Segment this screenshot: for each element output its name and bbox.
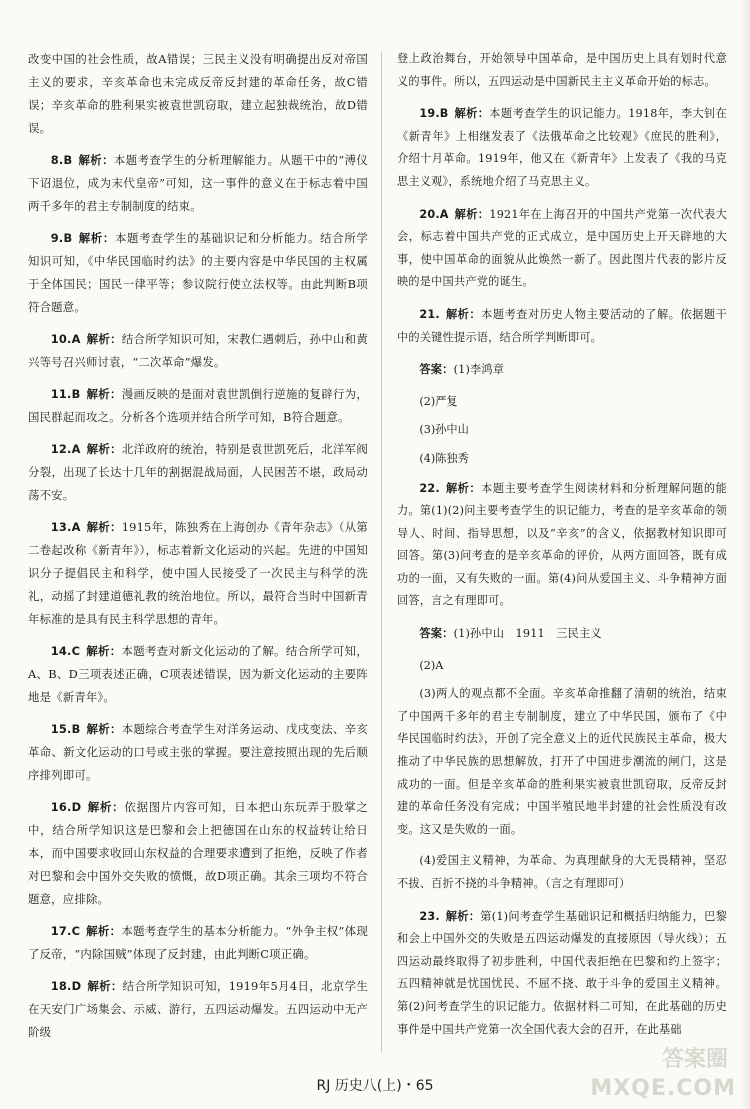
item-text: (1)孙中山 1911 三民主义 xyxy=(453,627,602,641)
question-number: 10.A xyxy=(50,332,81,346)
analysis-label: 解析： xyxy=(445,480,482,495)
analysis-label: 解析： xyxy=(86,332,122,346)
answer-label: 答案： xyxy=(419,626,454,641)
question-item xyxy=(28,975,368,1044)
analysis-label: 解析： xyxy=(86,722,122,736)
answer-subitem-text: (2)A xyxy=(419,658,444,672)
answer-subitem-text: (4)陈独秀 xyxy=(419,451,469,465)
question-number: 20.A xyxy=(419,207,449,221)
item-text: (3)两人的观点都不全面。辛亥革命推翻了清朝的统治，结束了中国两千多年的君主专制制度，建立了中华民国，颁布了《中华民国临时约法》，开创了完全意义上的近代民族民主革命，极大推动了中华民族的思想解放，打开了中国进步潮流的闸门，这是成功的一面。但是辛亥革命的胜利果实被袁世凯窃取，反帝反封建的革命任务没有完成；中国半殖民地半封建的社会性质没有改变。这又是失败的一面。 xyxy=(397,687,727,836)
analysis-label: 解析： xyxy=(78,231,115,245)
question-item xyxy=(28,640,368,709)
item-text: 结合所学知识可知，1919年5月4日，北京学生在天安门广场集会、示威、游行，五四运动爆发。五四运动中无产阶级 xyxy=(28,979,368,1039)
paragraph xyxy=(28,48,368,140)
analysis-label: 解析： xyxy=(87,979,123,993)
item-text: 1921年在上海召开的中国共产党第一次代表大会，标志着中国共产党的正式成立，是中国历史上开天辟地的大事，使中国革命的面貌从此焕然一新了。因此图片代表的影片反映的是中国共产党的诞生。 xyxy=(397,207,728,289)
question-number: 19.B xyxy=(419,107,449,121)
question-item xyxy=(28,718,368,787)
watermark-logo xyxy=(586,1043,736,1103)
question-number: 8.B xyxy=(50,153,73,167)
item-text: 本题综合考查学生对洋务运动、戊戌变法、辛亥革命、新文化运动的口号或主张的掌握。要注意按照出现的先后顺序排列即可。 xyxy=(28,722,369,782)
question-item xyxy=(397,477,727,614)
item-text: 登上政治舞台，开始领导中国革命，是中国历史上具有划时代意义的事件。所以，五四运动是中国新民主主义革命开始的标志。 xyxy=(397,52,727,88)
question-number: 13.A xyxy=(50,520,81,534)
answer-label: 答案： xyxy=(419,362,454,377)
question-number: 16.D xyxy=(50,800,82,814)
analysis-label: 解析： xyxy=(86,644,122,658)
answer-subitem xyxy=(397,655,727,678)
answer-subitem xyxy=(397,448,727,471)
item-text: 本题考查学生的基础识记和分析能力。结合所学知识可知，《中华民国临时约法》的主要内容是中华民国的主权属于全体国民；国民一律平等；参议院行使立法权等。由此判断B项符合题意。 xyxy=(28,231,368,314)
item-text: 第(1)问考查学生基础识记和概括归纳能力，巴黎和会上中国外交的失败是五四运动爆发的直接原因（导火线）；五四运动最终取得了初步胜利，中国代表拒绝在巴黎和约上签字；五四精神就是忧国忧民、不屈不挠、敢于斗争的爱国主义精神。第(2)问考查学生的识记能力。依据材料二可知，在此基础的历史事件是中国共产党第一次全国代表大会的召开，在此基础 xyxy=(397,909,727,1036)
analysis-label: 解析： xyxy=(454,206,490,221)
answer-subitem xyxy=(397,419,727,442)
watermark-text-bottom: MXQE.COM xyxy=(590,1076,736,1101)
question-number: 22. xyxy=(419,481,440,495)
analysis-label: 解析： xyxy=(86,520,122,534)
question-item xyxy=(397,303,727,349)
question-item xyxy=(28,516,368,631)
answer-item xyxy=(397,358,727,382)
question-item xyxy=(28,438,368,507)
answer-subitem-text: (3)孙中山 xyxy=(419,423,469,437)
question-number: 14.C xyxy=(50,644,81,658)
question-item xyxy=(28,383,368,429)
paragraph xyxy=(397,850,727,895)
question-item xyxy=(397,102,727,193)
page-edge-shadow xyxy=(740,0,750,1109)
item-text: 本题考查学生的基本分析能力。“外争主权”体现了反帝，“内除国贼”体现了反封建，由此判断C项正确。 xyxy=(28,924,368,961)
question-number: 21. xyxy=(419,307,440,321)
item-text: 本题考查学生的识记能力。1918年，李大钊在《新青年》上相继发表了《法俄革命之比较观》《庶民的胜利》，介绍十月革命。1919年，他又在《新青年》上发表了《我的马克思主义观》，系统地介绍了马克思主义。 xyxy=(397,107,727,188)
question-number: 9.B xyxy=(50,231,73,245)
item-text: 改变中国的社会性质，故A错误；三民主义没有明确提出反对帝国主义的要求，辛亥革命也未完成反帝反封建的革命任务，故C错误；辛亥革命的胜利果实被袁世凯窃取，建立起独裁统治，故D错误。 xyxy=(28,52,368,135)
right-column xyxy=(397,48,727,1050)
question-item xyxy=(397,905,727,1042)
item-text: (1)李鸿章 xyxy=(453,363,505,377)
item-text: 本题考查对历史人物主要活动的了解。依据题干中的关键性提示语，结合所学判断即可。 xyxy=(397,307,727,344)
item-text: 依据图片内容可知，日本把山东玩弄于股掌之中，结合所学知识这是巴黎和会上把德国在山东的权益转让给日本，而中国要求收回山东权益的合理要求遭到了拒绝，反映了作者对巴黎和会中国外交失败的愤慨，故D项正确。其余三项均不符合题意，应排除。 xyxy=(28,800,368,906)
analysis-label: 解析： xyxy=(445,908,481,923)
item-text: 结合所学知识可知，宋教仁遇刺后，孙中山和黄兴等号召兴师讨袁，“二次革命”爆发。 xyxy=(28,332,368,369)
question-number: 23. xyxy=(419,909,440,923)
analysis-label: 解析： xyxy=(78,153,114,167)
item-text: 北洋政府的统治，特别是袁世凯死后，北洋军阀分裂，出现了长达十几年的割据混战局面，人民困苦不堪，政局动荡不安。 xyxy=(28,442,368,502)
question-item xyxy=(28,328,368,374)
question-item xyxy=(28,227,368,319)
answer-item xyxy=(397,622,727,646)
answer-subitem xyxy=(397,391,727,414)
item-text: 本题考查学生的分析理解能力。从题干中的“溥仪下诏退位，成为末代皇帝”可知，这一事件的意义在于标志着中国两千多年的君主专制制度的结束。 xyxy=(28,153,368,213)
question-number: 11.B xyxy=(50,387,81,401)
question-item xyxy=(28,920,368,966)
column-divider xyxy=(381,52,382,1052)
paragraph xyxy=(397,48,727,93)
analysis-label: 解析： xyxy=(86,442,122,456)
analysis-label: 解析： xyxy=(445,306,482,321)
question-item xyxy=(28,796,368,911)
analysis-label: 解析： xyxy=(87,800,125,814)
item-text: 1915年，陈独秀在上海创办《青年杂志》（从第二卷起改称《新青年》），标志着新文化运动的兴起。先进的中国知识分子提倡民主和科学，使中国人民接受了一次民主与科学的洗礼，动摇了封建道德礼教的统治地位。所以，最符合当时中国新青年标准的是具有民主科学思想的青年。 xyxy=(28,520,369,626)
question-item xyxy=(28,149,368,218)
paragraph xyxy=(397,683,727,841)
question-number: 17.C xyxy=(50,924,81,938)
item-text: 本题主要考查学生阅读材料和分析理解问题的能力。第(1)(2)问主要考查学生的识记能力，考查的是辛亥革命的领导人、时间、指导思想，以及“辛亥”的含义，依据教材知识即可回答。第(3)问考查的是辛亥革命的评价，从两方面回答，既有成功的一面，又有失败的一面。第(4)问从爱国主义、斗争精神方面回答，言之有理即可。 xyxy=(397,481,727,608)
watermark-text-top: 答案圈 xyxy=(661,1047,728,1072)
analysis-label: 解析： xyxy=(454,106,490,121)
analysis-label: 解析： xyxy=(86,924,122,938)
question-number: 18.D xyxy=(50,979,82,993)
item-text: 本题考查对新文化运动的了解。结合所学可知，A、B、D三项表述正确，C项表述错误，因为新文化运动的主要阵地是《新青年》。 xyxy=(28,644,368,704)
answer-subitem-text: (2)严复 xyxy=(419,394,458,408)
question-item xyxy=(397,203,727,294)
analysis-label: 解析： xyxy=(86,387,122,401)
question-number: 12.A xyxy=(50,442,81,456)
item-text: (4)爱国主义精神，为革命、为真理献身的大无畏精神，坚忍不拔、百折不挠的斗争精神。（言之有理即可） xyxy=(397,854,727,890)
page-footer: RJ 历史八(上)・65 xyxy=(316,1078,434,1094)
question-number: 15.B xyxy=(50,722,81,736)
left-column xyxy=(28,48,368,1053)
item-text: 漫画反映的是面对袁世凯倒行逆施的复辟行为，国民群起而攻之。分析各个选项并结合所学可知，B符合题意。 xyxy=(28,387,369,424)
